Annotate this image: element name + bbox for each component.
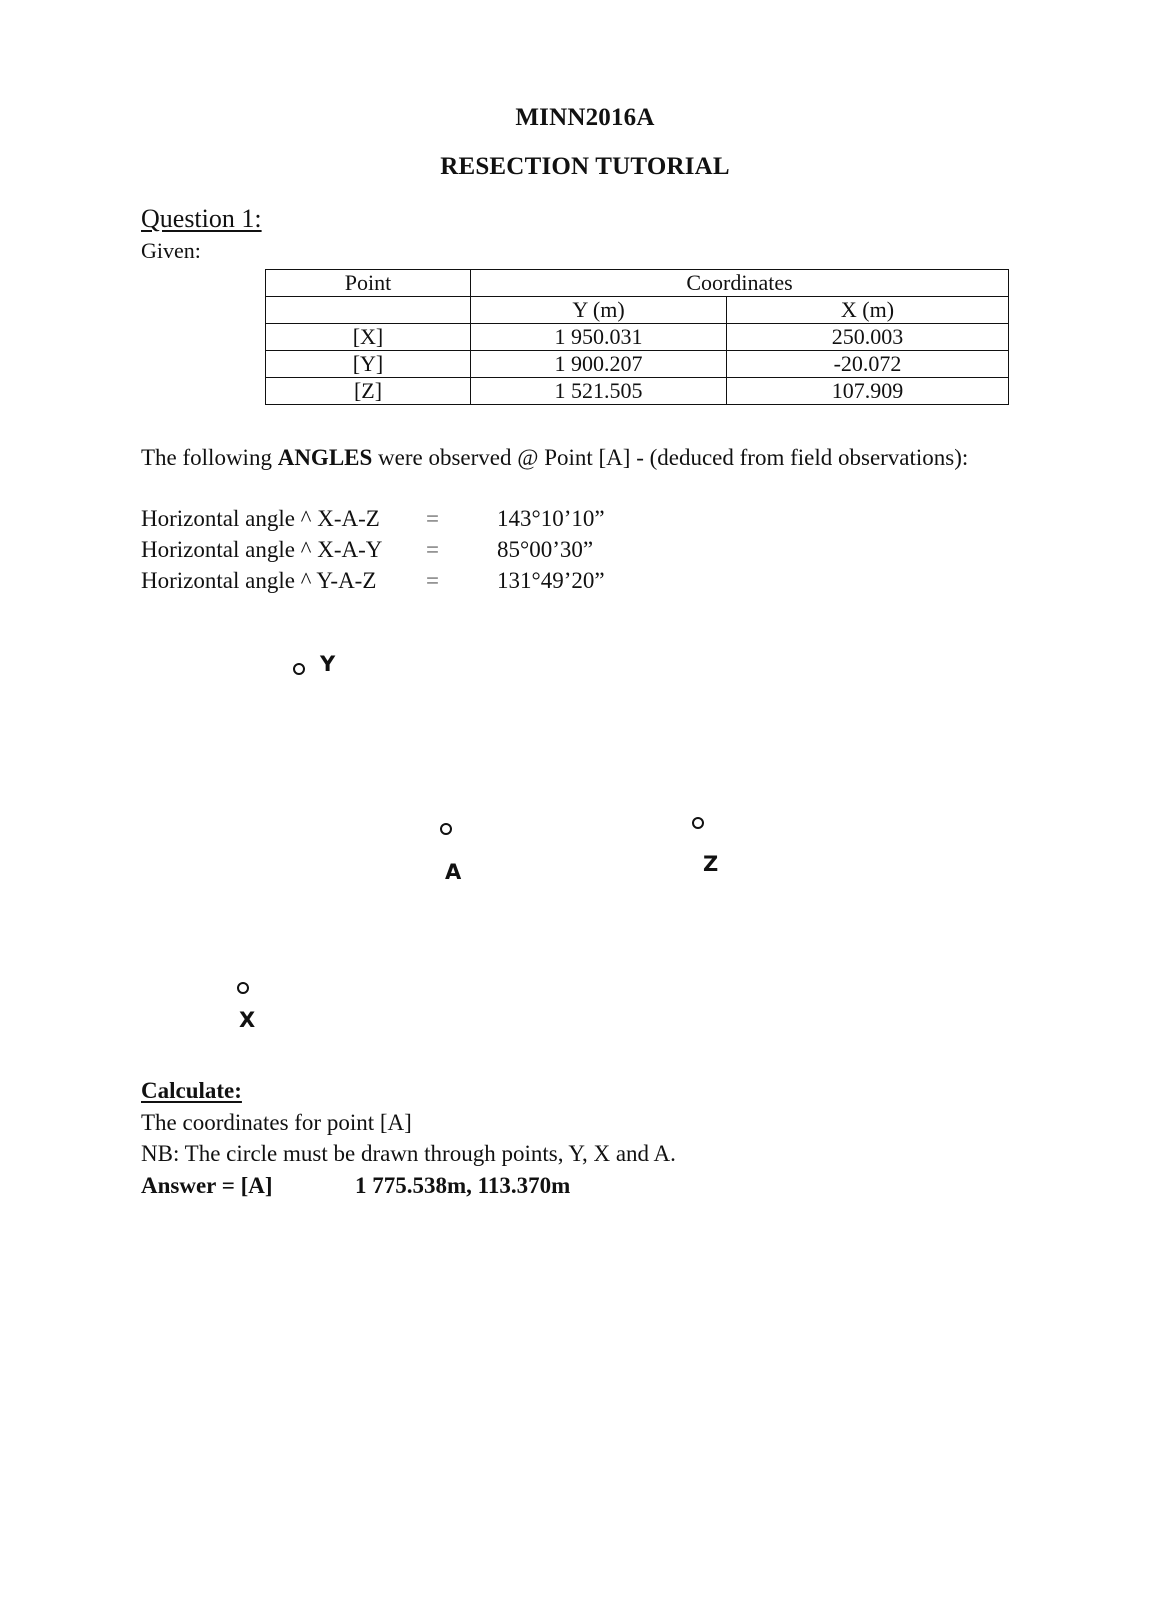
row-point: [Y] <box>266 351 471 378</box>
table-row <box>266 378 1009 405</box>
angle-equals: = <box>426 568 439 593</box>
point-a-label: A <box>445 860 462 884</box>
point-y-label: Y <box>320 652 336 676</box>
header-coordinates: Coordinates <box>471 270 1009 297</box>
row-x: 250.003 <box>727 324 1009 351</box>
header-point: Point <box>266 270 471 297</box>
angle-label: Horizontal angle ^ Y-A-Z <box>141 568 377 593</box>
observed-prefix: The following <box>141 445 278 470</box>
angle-label: Horizontal angle ^ X-A-Y <box>141 537 383 562</box>
angle-label: Horizontal angle ^ X-A-Z <box>141 506 380 531</box>
row-x: 107.909 <box>727 378 1009 405</box>
angle-value: 131°49’20” <box>497 568 605 593</box>
point-a-marker-icon <box>440 823 452 835</box>
page-title: RESECTION TUTORIAL <box>440 153 730 180</box>
observed-bold: ANGLES <box>277 445 373 470</box>
subheader-x: X (m) <box>727 297 1009 324</box>
row-point: [X] <box>266 324 471 351</box>
point-diagram <box>0 620 1170 1040</box>
observed-suffix: were observed @ Point [A] - (deduced from field observations): <box>372 445 969 470</box>
point-z-label: Z <box>703 852 719 876</box>
point-x-marker-icon <box>237 982 249 994</box>
answer-label: Answer = [A] <box>141 1173 273 1198</box>
point-y-marker-icon <box>293 663 305 675</box>
subheader-empty <box>266 297 471 324</box>
observed-sentence <box>141 445 968 471</box>
row-point: [Z] <box>266 378 471 405</box>
coordinates-table <box>265 269 1009 405</box>
question-heading: Question 1: <box>141 204 262 233</box>
subheader-y: Y (m) <box>471 297 727 324</box>
row-x: -20.072 <box>727 351 1009 378</box>
angle-equals: = <box>426 537 439 562</box>
row-y: 1 521.505 <box>471 378 727 405</box>
angle-value: 143°10’10” <box>497 506 605 531</box>
point-z-marker-icon <box>692 817 704 829</box>
course-code: MINN2016A <box>515 104 655 131</box>
row-y: 1 950.031 <box>471 324 727 351</box>
calculate-line-1: The coordinates for point [A] <box>141 1110 412 1135</box>
angle-value: 85°00’30” <box>497 537 594 562</box>
calculate-line-2: NB: The circle must be drawn through points, Y, X and A. <box>141 1141 676 1166</box>
table-header-row <box>266 270 1009 297</box>
angle-equals: = <box>426 506 439 531</box>
given-label: Given: <box>141 238 201 263</box>
table-row <box>266 351 1009 378</box>
table-row <box>266 324 1009 351</box>
row-y: 1 900.207 <box>471 351 727 378</box>
answer-value: 1 775.538m, 113.370m <box>355 1173 571 1198</box>
calculate-heading: Calculate: <box>141 1078 242 1103</box>
point-x-label: X <box>239 1008 256 1032</box>
table-subheader-row <box>266 297 1009 324</box>
